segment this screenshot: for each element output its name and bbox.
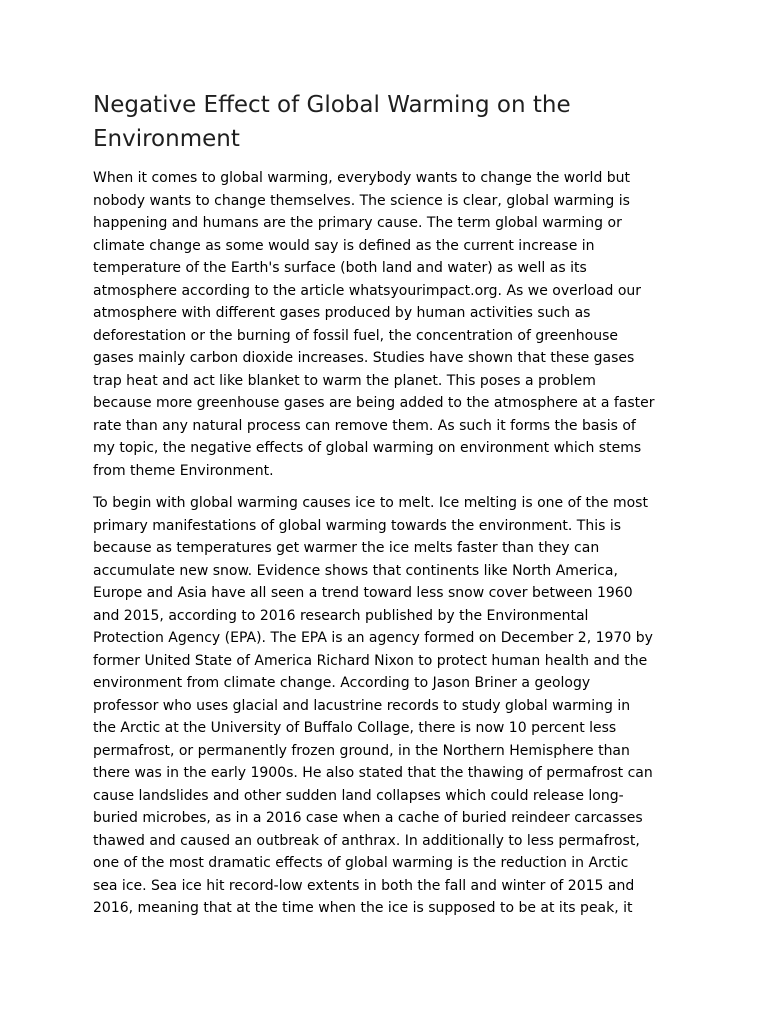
paragraph-2	[93, 492, 693, 920]
text-line: there was in the early 1900s. He also stated that the thawing of permafrost can	[93, 765, 653, 781]
text-line: temperature of the Earth's surface (both land and water) as well as its	[93, 260, 587, 276]
text-line: primary manifestations of global warming towards the environment. This is	[93, 517, 622, 534]
text-line: When it comes to global warming, everybody wants to change the world but	[93, 170, 631, 186]
text-line: cause landslides and other sudden land collapses which could release long-	[93, 787, 624, 804]
text-line: 2016, meaning that at the time when the ice is supposed to be at its peak, it	[93, 900, 633, 916]
text-line: climate change as some would say is defined as the current increase in	[93, 237, 595, 254]
title-line: Environment	[93, 126, 240, 152]
document-body	[93, 167, 693, 930]
text-line: To begin with global warming causes ice to melt. Ice melting is one of the most	[93, 495, 648, 511]
text-line: former United State of America Richard Nixon to protect human health and the	[93, 652, 648, 669]
text-line: thawed and caused an outbreak of anthrax. In additionally to less permafrost,	[93, 832, 640, 849]
text-line: the Arctic at the University of Buffalo Collage, there is now 10 percent less	[93, 720, 617, 736]
text-line: gases mainly carbon dioxide increases. Studies have shown that these gases	[93, 350, 635, 366]
text-line: my topic, the negative effects of global warming on environment which stems	[93, 440, 642, 456]
text-line: accumulate new snow. Evidence shows that continents like North America,	[93, 562, 618, 579]
text-line: happening and humans are the primary cause. The term global warming or	[93, 215, 622, 231]
text-line: professor who uses glacial and lacustrine records to study global warming in	[93, 697, 631, 714]
text-line: one of the most dramatic effects of global warming is the reduction in Arctic	[93, 855, 629, 871]
text-line: Protection Agency (EPA). The EPA is an agency formed on December 2, 1970 by	[93, 630, 653, 646]
text-line: permafrost, or permanently frozen ground, in the Northern Hemisphere than	[93, 742, 630, 759]
text-line: buried microbes, as in a 2016 case when a cache of buried reindeer carcasses	[93, 810, 643, 826]
text-line: from theme Environment.	[93, 462, 274, 479]
paragraph-1	[93, 167, 693, 482]
document-title	[93, 88, 693, 156]
text-line: environment from climate change. According to Jason Briner a geology	[93, 675, 591, 691]
text-line: Europe and Asia have all seen a trend toward less snow cover between 1960	[93, 585, 633, 601]
text-line: rate than any natural process can remove them. As such it forms the basis of	[93, 417, 636, 434]
text-line: and 2015, according to 2016 research published by the Environmental	[93, 607, 589, 624]
title-line: Negative Effect of Global Warming on the	[93, 92, 571, 118]
text-line: nobody wants to change themselves. The science is clear, global warming is	[93, 192, 630, 209]
text-line: atmosphere with different gases produced by human activities such as	[93, 305, 591, 321]
text-line: because more greenhouse gases are being added to the atmosphere at a faster	[93, 395, 655, 411]
text-line: trap heat and act like blanket to warm the planet. This poses a problem	[93, 372, 596, 389]
text-line: because as temperatures get warmer the ice melts faster than they can	[93, 540, 600, 556]
text-line: atmosphere according to the article whatsyourimpact.org. As we overload our	[93, 282, 642, 299]
text-line: deforestation or the burning of fossil fuel, the concentration of greenhouse	[93, 327, 619, 344]
text-line: sea ice. Sea ice hit record-low extents in both the fall and winter of 2015 and	[93, 877, 635, 894]
